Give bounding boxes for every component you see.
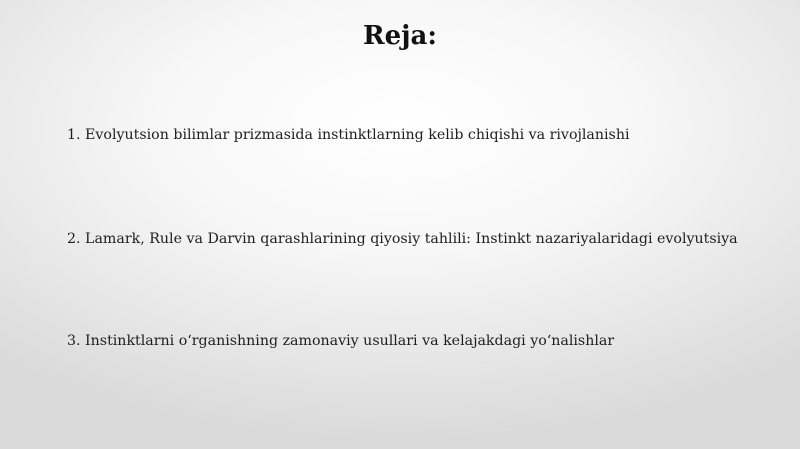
plan-item-2: 2. Lamark, Rule va Darvin qarashlarining qiyosiy tahlili: Instinkt nazariyalaridagi evolyutsiya (67, 231, 738, 247)
plan-item-3: 3. Instinktlarni o‘rganishning zamonaviy usullari va kelajakdagi yo‘nalishlar (67, 333, 615, 349)
slide-title: Reja: (362, 21, 437, 51)
plan-item-1: 1. Evolyutsion bilimlar prizmasida instinktlarning kelib chiqishi va rivojlanishi (67, 127, 630, 143)
